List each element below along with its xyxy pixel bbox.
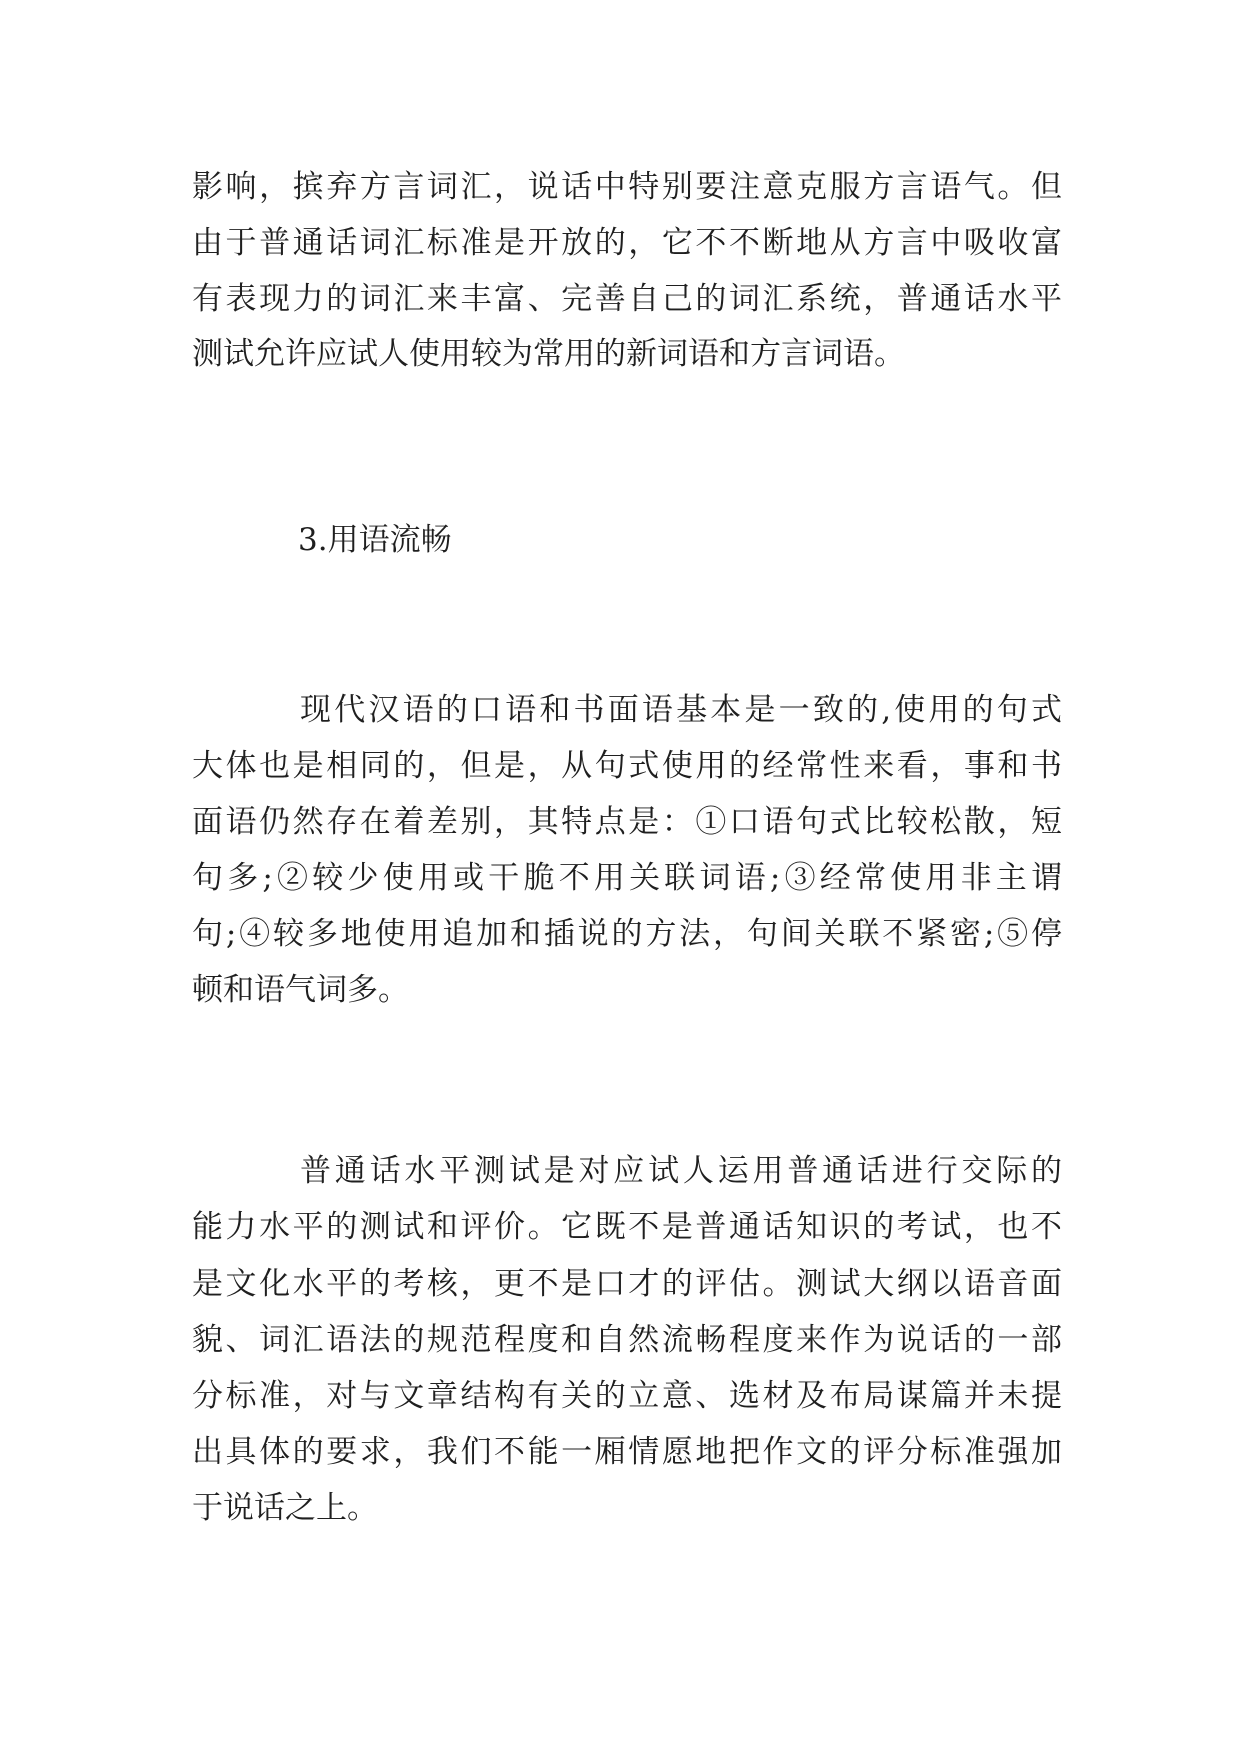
paragraph-line: 大体也是相同的，但是，从句式使用的经常性来看，事和书	[192, 748, 1062, 784]
paragraph-line: 有表现力的词汇来丰富、完善自己的词汇系统，普通话水平	[192, 281, 1062, 317]
paragraph-line: 面语仍然存在着差别，其特点是：①口语句式比较松散，短	[192, 804, 1062, 840]
paragraph-line: 顿和语气词多。	[192, 972, 409, 1008]
paragraph-line: 句;④较多地使用追加和插说的方法，句间关联不紧密;⑤停	[192, 916, 1062, 952]
paragraph-line: 普通话水平测试是对应试人运用普通话进行交际的	[300, 1153, 1062, 1189]
paragraph-line: 句多;②较少使用或干脆不用关联词语;③经常使用非主谓	[192, 860, 1062, 896]
paragraph-line: 测试允许应试人使用较为常用的新词语和方言词语。	[192, 336, 905, 372]
paragraph-line: 影响，摈弃方言词汇，说话中特别要注意克服方言语气。但	[192, 169, 1062, 205]
paragraph-line: 分标准，对与文章结构有关的立意、选材及布局谋篇并未提	[192, 1378, 1062, 1414]
paragraph-line: 现代汉语的口语和书面语基本是一致的,使用的句式	[300, 692, 1062, 728]
paragraph-line: 貌、词汇语法的规范程度和自然流畅程度来作为说话的一部	[192, 1322, 1062, 1358]
paragraph-line: 于说话之上。	[192, 1490, 378, 1526]
paragraph-line: 出具体的要求，我们不能一厢情愿地把作文的评分标准强加	[192, 1434, 1062, 1470]
section-heading: 3.用语流畅	[298, 522, 452, 558]
paragraph-line: 是文化水平的考核，更不是口才的评估。测试大纲以语音面	[192, 1266, 1062, 1302]
paragraph-line: 由于普通话词汇标准是开放的，它不不断地从方言中吸收富	[192, 225, 1062, 261]
paragraph-line: 能力水平的测试和评价。它既不是普通话知识的考试，也不	[192, 1209, 1062, 1245]
